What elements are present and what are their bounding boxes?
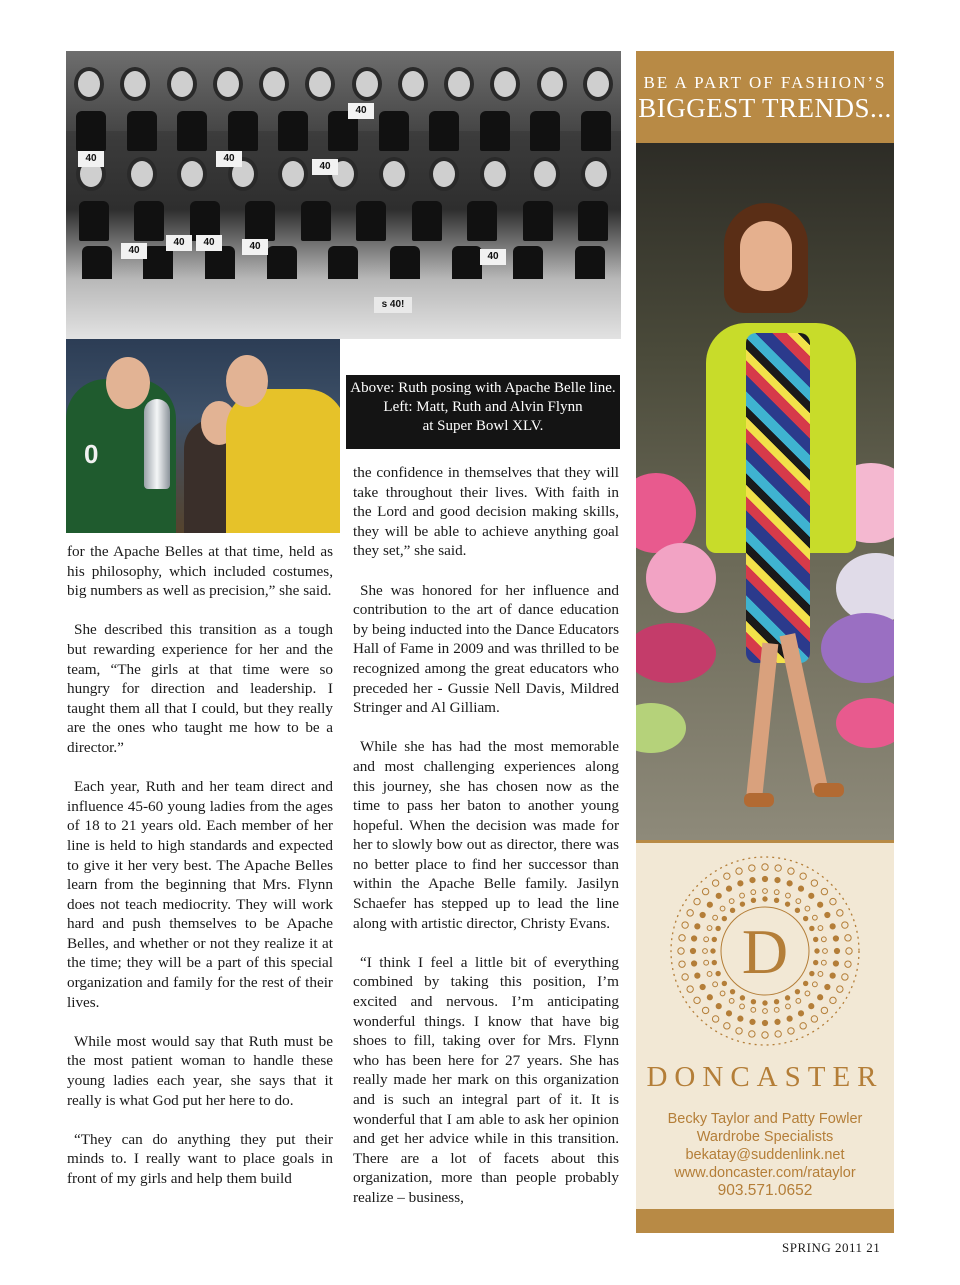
number-sign: 40 (216, 151, 242, 167)
number-sign: 40 (312, 159, 338, 175)
number-sign: 40 (348, 103, 374, 119)
paragraph: While most would say that Ruth must be the most patient woman to handle these young ladies each year, she says that it really is what God put her here to do. (67, 1032, 333, 1109)
doncaster-logo-icon (665, 851, 865, 1051)
contact-phone: 903.571.0652 (717, 1182, 813, 1199)
caption-line: at Super Bowl XLV. (422, 418, 544, 434)
banner-text: s 40! (374, 297, 412, 313)
group-photo (66, 51, 621, 339)
brand-name: DONCASTER (646, 1061, 884, 1093)
ad-contact-panel (636, 843, 894, 1209)
contact-email[interactable]: bekatay@suddenlink.net (685, 1147, 845, 1163)
number-sign: 40 (166, 235, 192, 251)
number-sign: 40 (121, 243, 147, 259)
photo-caption (346, 375, 620, 449)
caption-line: Above: Ruth posing with Apache Belle line. (350, 380, 616, 396)
contact-website[interactable]: www.doncaster.com/rataylor (674, 1165, 856, 1181)
page-folio: SPRING 2011 21 (782, 1240, 881, 1255)
paragraph: “I think I feel a little bit of everything combined by taking this position, I’m excited and nervous. I’m anticipating wonderful things. I know that have big shoes to fill, taking over for Mrs. Flynn who has been here for 27 years. She has really made her mark on this organization and is such an integral part of it. It is wonderful that I am able to ask her opinion and get her advice while in this transition. There are a lot of facets about this organization, more than people probably realize – business, (353, 953, 619, 1206)
paragraph: for the Apache Belles at that time, held as his philosophy, which included costumes, big numbers as well as precision,” she said. (67, 543, 333, 600)
paragraph: the confidence in themselves that they will take throughout their lives. With faith in the Lord and good decision making skills, they will be able to achieve anything goal they set,” she said. (353, 464, 619, 560)
paragraph: She was honored for her influence and contribution to the art of dance education by being inducted into the Dance Educators Hall of Fame in 2009 and was thrilled to be recognized among the great educators who preceded her - Gussie Nell Davis, Mildred Stringer and Al Gilliam. (353, 581, 619, 717)
ad-headline-line2: BIGGEST TRENDS... (638, 93, 892, 123)
contact-info (636, 1110, 894, 1200)
article-column-left (67, 542, 333, 1208)
fashion-model-photo (636, 143, 894, 840)
ad-headline (636, 51, 894, 141)
super-bowl-photo: 0 (66, 339, 340, 533)
number-sign: 40 (242, 239, 268, 255)
paragraph: While she has had the most memorable and most challenging experiences along this journey, she has chosen now as the time to pass her baton to another young hopeful. When the decision was made for her to slowly bow out as director, there was no better place to find her successor than within the Apache Belle family. Jasilyn Schaefer has stepped up to lead the line along with artistic director, Christy Evans. (353, 738, 619, 932)
number-sign: 40 (196, 235, 222, 251)
number-sign: 40 (480, 249, 506, 265)
logo-letter: D (741, 916, 789, 987)
paragraph: Each year, Ruth and her team direct and influence 45-60 young ladies from the ages of 18 to 21 years old. Each member of her line is held to high standards and expected to give it her very best. The Apache Belles learn from the beginning that Mrs. Flynn does not teach mediocrity. They will work hard and push themselves to be Apache Belles, and whether or not they realize it at the time; they will be a part of this special organization and family for the rest of their lives. (67, 778, 333, 1011)
article-column-right (353, 463, 619, 1227)
paragraph: “They can do anything they put their minds to. I really want to place goals in front of my girls and help them build (67, 1130, 333, 1187)
doncaster-ad (636, 51, 894, 1233)
caption-line: Left: Matt, Ruth and Alvin Flynn (383, 399, 583, 415)
ad-headline-line1: BE A PART OF FASHION’S (643, 73, 887, 92)
paragraph: She described this transition as a tough but rewarding experience for her and the team, “The girls at that time were so hungry for direction and leadership. I taught them all that I could, but they really are the ones who taught me how to be a director.” (67, 621, 333, 756)
contact-title: Wardrobe Specialists (696, 1129, 834, 1145)
contact-names: Becky Taylor and Patty Fowler (667, 1111, 863, 1127)
number-sign: 40 (78, 151, 104, 167)
